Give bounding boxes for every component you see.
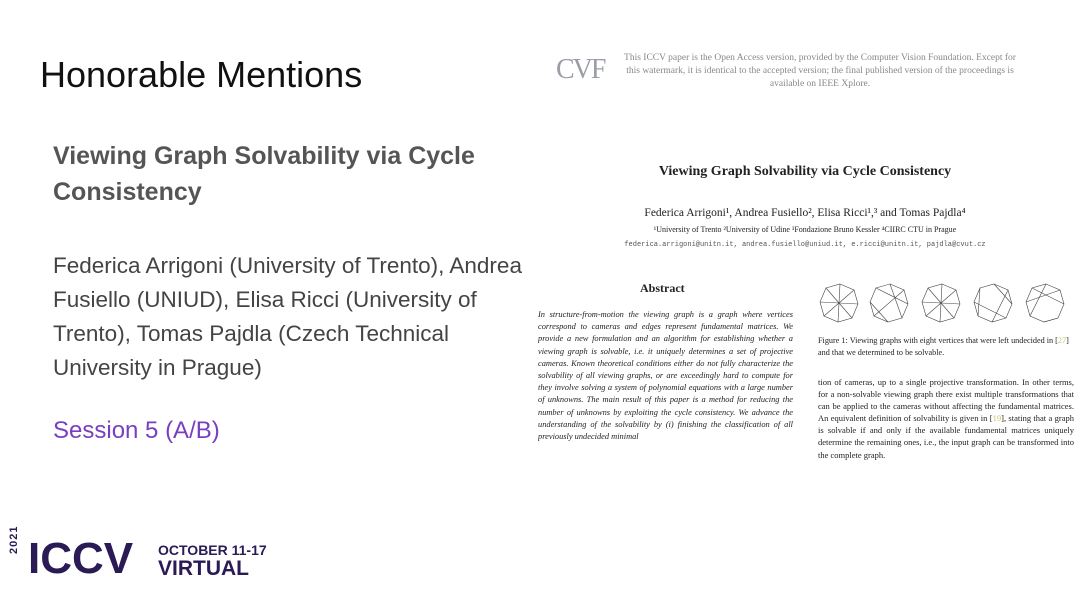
paper-watermark: This ICCV paper is the Open Access version, provided by the Computer Vision Foundation. Except for this watermark, it is identical to the accepted version; the final published version of the proceedings is available on IEEE Xplore. xyxy=(624,53,1016,89)
figure-caption-end: ] and that we determined to be solvable. xyxy=(818,336,1069,357)
paper-preview-authors: Federica Arrigoni¹, Andrea Fusiello², Elisa Ricci¹,³ and Tomas Pajdla⁴ xyxy=(644,207,966,219)
author-list: Federica Arrigoni (University of Trento), Andrea Fusiello (UNIUD), Elisa Ricci (University of Trento), Tomas Pajdla (Czech Technical University in Prague) xyxy=(53,253,522,380)
figure-caption-start: Figure 1: Viewing graphs with eight vertices that were left undecided in [ xyxy=(818,336,1058,345)
figure-caption-ref[interactable]: 27 xyxy=(1057,336,1067,345)
viewing-graph-2 xyxy=(870,284,908,322)
logo-dates: OCTOBER 11-17 xyxy=(158,542,267,558)
session-label: Session 5 (A/B) xyxy=(53,417,220,444)
abstract-text: In structure-from-motion the viewing graph is a graph where vertices correspond to cameras and edges represent fundamental matrices. We provide a new formulation and an algorithm for establishing whether a viewing graph is solvable, i.e. it uniquely determines a set of projective cameras. Known theoretical conditions either do not fully characterize the solvability of all viewing graphs, or are exceedingly hard to compute for they involve solving a system of polynomial equations with a large number of unknowns. The main result of this paper is a method for reducing the number of unknowns by exploiting the cycle consistency. We advance the understanding of the solvability by (i) finishing the classification of all previously undecided minimal xyxy=(538,310,793,442)
figure-caption xyxy=(818,335,1074,359)
body-citation[interactable]: 19 xyxy=(992,413,1002,424)
viewing-graph-4 xyxy=(974,284,1012,322)
paper-emails: federica.arrigoni@unitn.it, andrea.fusiello@uniud.it, e.ricci@unitn.it, pajdla@cvut.cz xyxy=(624,241,986,249)
logo-year: 2021 xyxy=(8,525,20,554)
viewing-graph-1 xyxy=(820,284,858,322)
cvf-logo: CVF xyxy=(556,54,605,85)
paper-preview xyxy=(530,40,1080,490)
paper-body-text xyxy=(818,376,1074,461)
viewing-graph-3 xyxy=(922,284,960,322)
body-text-2: ], stating that a graph is solvable if and only if the available fundamental matrices uniquely determine the remaining ones, i.e., the input graph can be transformed into the complete graph. xyxy=(818,413,1074,460)
body-text-1: tion of cameras, up to a single projective transformation. In other terms, for a non-solvable viewing graph there exist multiple transformations that can be applied to the cameras without affecting the fundamental matrices. An equivalent definition of solvability is given in [ xyxy=(818,377,1074,424)
slide-heading: Honorable Mentions xyxy=(40,54,363,95)
paper-title: Viewing Graph Solvability via Cycle Consistency xyxy=(53,142,475,206)
figure-graphs xyxy=(814,280,1076,326)
paper-preview-title: Viewing Graph Solvability via Cycle Consistency xyxy=(658,164,952,179)
logo-mode: VIRTUAL xyxy=(158,557,249,580)
paper-affiliations: ¹University of Trento ²University of Udine ³Fondazione Bruno Kessler ⁴CIIRC CTU in Prague xyxy=(653,225,957,234)
logo-name: ICCV xyxy=(28,534,134,583)
iccv-logo xyxy=(8,525,268,584)
abstract-heading: Abstract xyxy=(640,281,685,295)
viewing-graph-5 xyxy=(1026,284,1064,322)
